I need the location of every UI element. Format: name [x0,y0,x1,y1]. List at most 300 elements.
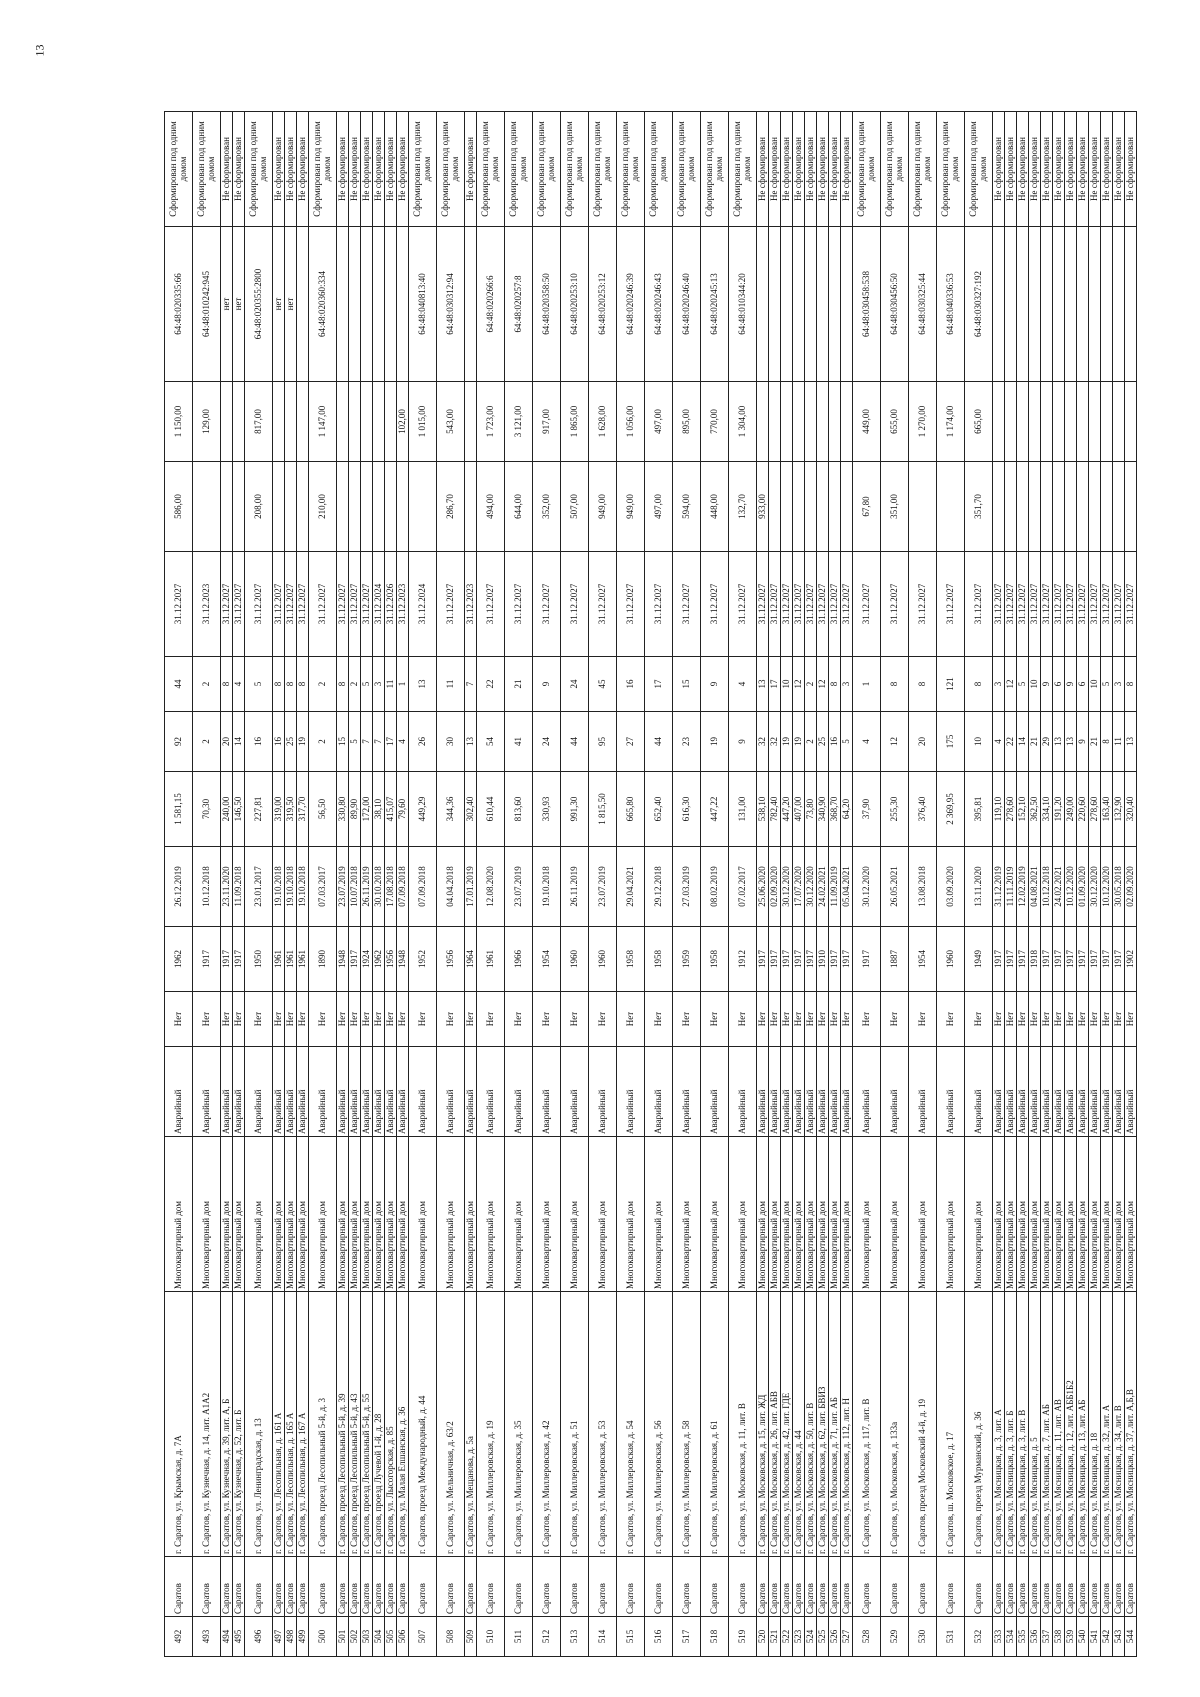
table-row [1053,112,1065,1657]
residents-cell: 19 [297,712,309,772]
land-status-cell: Не сформирован [233,112,245,227]
flag-cell: Нет [937,992,965,1047]
recognition-date-cell: 13.11.2020 [965,847,993,927]
land-status-cell: Сформирован под одним домом [165,112,193,227]
address-cell: г. Саратов, проезд Московский 4-й, д. 19 [909,1292,937,1557]
floor-area-cell: 172,00 [361,772,373,847]
row-number: 509 [465,1617,477,1657]
recognition-date-cell: 02.09.2020 [769,847,781,927]
land-area-cell: 1 015,00 [409,382,437,462]
address-cell: г. Саратов, ул. Московская, д. 11, лит. В [729,1292,757,1557]
area-value-cell: 210,00 [309,462,337,552]
table-row [701,112,729,1657]
flats-cell: 121 [937,657,965,712]
land-area-cell [285,382,297,462]
flats-cell: 6 [1053,657,1065,712]
land-status-cell: Сформирован под одним домом [437,112,465,227]
land-area-cell [1053,382,1065,462]
cadastral-number-cell [1005,227,1017,382]
resettlement-deadline-cell: 31.12.2027 [909,552,937,657]
recognition-date-cell: 10.12.2018 [193,847,221,927]
year-built-cell: 1917 [233,927,245,992]
table-row [477,112,505,1657]
building-type-cell: Многоквартирный дом [817,1137,829,1292]
year-built-cell: 1950 [245,927,273,992]
recognition-date-cell: 26.11.2019 [561,847,589,927]
address-cell: г. Саратов, ул. Миллеровская, д. 58 [673,1292,701,1557]
land-area-cell [297,382,309,462]
flats-cell: 8 [829,657,841,712]
row-number: 508 [437,1617,465,1657]
building-type-cell: Многоквартирный дом [233,1137,245,1292]
year-built-cell: 1958 [617,927,645,992]
address-cell: г. Саратов, ул. Мещанова, д. 5а [465,1292,477,1557]
year-built-cell: 1958 [645,927,673,992]
resettlement-deadline-cell: 31.12.2027 [437,552,465,657]
year-built-cell: 1917 [853,927,881,992]
land-area-cell: 665,00 [965,382,993,462]
residents-cell: 27 [617,712,645,772]
floor-area-cell: 376,40 [909,772,937,847]
land-area-cell [1089,382,1101,462]
city-cell: Саратов [309,1557,337,1617]
row-number: 507 [409,1617,437,1657]
recognition-date-cell: 19.10.2018 [273,847,285,927]
flag-cell: Нет [1053,992,1065,1047]
cadastral-number-cell: 64:48:030327:192 [965,227,993,382]
building-type-cell: Многоквартирный дом [829,1137,841,1292]
floor-area-cell: 37,90 [853,772,881,847]
year-built-cell: 1956 [437,927,465,992]
resettlement-deadline-cell: 31.12.2027 [965,552,993,657]
residents-cell: 92 [165,712,193,772]
land-area-cell: 1 865,00 [561,382,589,462]
flag-cell: Нет [373,992,385,1047]
area-value-cell: 352,00 [533,462,561,552]
land-status-cell: Сформирован под одним домом [701,112,729,227]
building-type-cell: Многоквартирный дом [673,1137,701,1292]
floor-area-cell: 73,80 [805,772,817,847]
row-number: 497 [273,1617,285,1657]
building-type-cell: Многоквартирный дом [965,1137,993,1292]
recognition-date-cell: 26.05.2021 [881,847,909,927]
condition-cell: Аварийный [1017,1047,1029,1137]
floor-area-cell: 64,20 [841,772,853,847]
year-built-cell: 1912 [729,927,757,992]
land-area-cell: 1 056,00 [617,382,645,462]
address-cell: г. Саратов, ул. Кузнечная, д. 14, лит. А1А2 [193,1292,221,1557]
table-row [757,112,769,1657]
flats-cell: 12 [793,657,805,712]
condition-cell: Аварийный [757,1047,769,1137]
city-cell: Саратов [1029,1557,1041,1617]
year-built-cell: 1917 [1113,927,1125,992]
area-value-cell [465,462,477,552]
address-cell: г. Саратов, ул. Московская, д. 42, лит. ГДЕ [781,1292,793,1557]
condition-cell: Аварийный [1089,1047,1101,1137]
flag-cell: Нет [589,992,617,1047]
residents-cell: 20 [221,712,233,772]
land-area-cell: 895,00 [673,382,701,462]
residents-cell: 41 [505,712,533,772]
table-row [645,112,673,1657]
building-type-cell: Многоквартирный дом [805,1137,817,1292]
land-status-cell: Сформирован под одним домом [477,112,505,227]
row-number: 534 [1005,1617,1017,1657]
row-number: 522 [781,1617,793,1657]
row-number: 524 [805,1617,817,1657]
floor-area-cell: 56,50 [309,772,337,847]
area-value-cell [337,462,349,552]
land-area-cell: 1 150,00 [165,382,193,462]
land-status-cell: Сформирован под одним домом [853,112,881,227]
cadastral-number-cell [385,227,397,382]
resettlement-deadline-cell: 31.12.2027 [1125,552,1137,657]
building-type-cell: Многоквартирный дом [1065,1137,1077,1292]
row-number: 517 [673,1617,701,1657]
resettlement-deadline-cell: 31.12.2027 [297,552,309,657]
recognition-date-cell: 23.11.2020 [221,847,233,927]
flag-cell: Нет [793,992,805,1047]
flats-cell: 3 [993,657,1005,712]
flag-cell: Нет [361,992,373,1047]
area-value-cell: 494,00 [477,462,505,552]
cadastral-number-cell: 64:48:020246:39 [617,227,645,382]
flats-cell: 1 [853,657,881,712]
resettlement-deadline-cell: 31.12.2027 [1065,552,1077,657]
land-area-cell: 3 121,00 [505,382,533,462]
residents-cell: 9 [729,712,757,772]
residents-cell: 16 [245,712,273,772]
flag-cell: Нет [1017,992,1029,1047]
floor-area-cell: 240,00 [221,772,233,847]
city-cell: Саратов [273,1557,285,1617]
address-cell: г. Саратов, ул. Мясницкая, д. 37, лит. А,Б,В [1125,1292,1137,1557]
area-value-cell [1041,462,1053,552]
flag-cell: Нет [165,992,193,1047]
building-type-cell: Многоквартирный дом [993,1137,1005,1292]
flag-cell: Нет [673,992,701,1047]
cadastral-number-cell: 64:48:030456:50 [881,227,909,382]
city-cell: Саратов [645,1557,673,1617]
city-cell: Саратов [589,1557,617,1617]
building-type-cell: Многоквартирный дом [245,1137,273,1292]
city-cell: Саратов [245,1557,273,1617]
flats-cell: 3 [1113,657,1125,712]
condition-cell: Аварийный [1125,1047,1137,1137]
cadastral-number-cell: 64:48:010344:20 [729,227,757,382]
address-cell: г. Саратов, ул. Московская, д. 50, лит. В [805,1292,817,1557]
table-row [373,112,385,1657]
resettlement-deadline-cell: 31.12.2027 [853,552,881,657]
cadastral-number-cell [361,227,373,382]
city-cell: Саратов [1017,1557,1029,1617]
floor-area-cell: 278,60 [1005,772,1017,847]
city-cell: Саратов [829,1557,841,1617]
flag-cell: Нет [909,992,937,1047]
cadastral-number-cell: 64:48:040336:53 [937,227,965,382]
address-cell: г. Саратов, проезд Лесопильный 5-й, д. 55 [361,1292,373,1557]
residents-cell: 20 [909,712,937,772]
land-status-cell: Не сформирован [1113,112,1125,227]
land-area-cell [233,382,245,462]
land-area-cell [1101,382,1113,462]
resettlement-deadline-cell: 31.12.2027 [561,552,589,657]
row-number: 492 [165,1617,193,1657]
residents-cell: 4 [853,712,881,772]
land-status-cell: Не сформирован [1089,112,1101,227]
resettlement-deadline-cell: 31.12.2027 [793,552,805,657]
condition-cell: Аварийный [385,1047,397,1137]
land-status-cell: Не сформирован [1005,112,1017,227]
address-cell: г. Саратов, ш. Московское, д. 17 [937,1292,965,1557]
row-number: 542 [1101,1617,1113,1657]
cadastral-number-cell: 64:48:030458:538 [853,227,881,382]
city-cell: Саратов [477,1557,505,1617]
flats-cell: 10 [1089,657,1101,712]
residents-cell: 13 [465,712,477,772]
table-row [993,112,1005,1657]
land-area-cell [361,382,373,462]
area-value-cell [1053,462,1065,552]
land-status-cell: Не сформирован [385,112,397,227]
floor-area-cell: 163,40 [1101,772,1113,847]
year-built-cell: 1917 [1089,927,1101,992]
city-cell: Саратов [881,1557,909,1617]
area-value-cell [829,462,841,552]
building-type-cell: Многоквартирный дом [409,1137,437,1292]
condition-cell: Аварийный [781,1047,793,1137]
flats-cell: 9 [701,657,729,712]
year-built-cell: 1917 [1101,927,1113,992]
area-value-cell [1101,462,1113,552]
table-row [1101,112,1113,1657]
floor-area-cell: 991,30 [561,772,589,847]
flats-cell: 44 [165,657,193,712]
resettlement-deadline-cell: 31.12.2027 [361,552,373,657]
city-cell: Саратов [805,1557,817,1617]
flag-cell: Нет [297,992,309,1047]
flag-cell: Нет [1125,992,1137,1047]
building-type-cell: Многоквартирный дом [1089,1137,1101,1292]
recognition-date-cell: 17.08.2018 [385,847,397,927]
cadastral-number-cell [1089,227,1101,382]
condition-cell: Аварийный [309,1047,337,1137]
recognition-date-cell: 19.10.2018 [285,847,297,927]
cadastral-number-cell [1113,227,1125,382]
recognition-date-cell: 23.01.2017 [245,847,273,927]
condition-cell: Аварийный [465,1047,477,1137]
resettlement-deadline-cell: 31.12.2027 [881,552,909,657]
residents-cell: 4 [397,712,409,772]
residents-cell: 54 [477,712,505,772]
resettlement-deadline-cell: 31.12.2023 [465,552,477,657]
area-value-cell [385,462,397,552]
flats-cell: 13 [409,657,437,712]
table-row [781,112,793,1657]
land-area-cell [1005,382,1017,462]
year-built-cell: 1887 [881,927,909,992]
condition-cell: Аварийный [477,1047,505,1137]
row-number: 521 [769,1617,781,1657]
condition-cell: Аварийный [673,1047,701,1137]
floor-area-cell: 38,10 [373,772,385,847]
year-built-cell: 1910 [817,927,829,992]
recognition-date-cell: 23.07.2019 [505,847,533,927]
year-built-cell: 1948 [337,927,349,992]
land-area-cell [757,382,769,462]
residents-cell: 14 [233,712,245,772]
land-area-cell: 1 174,00 [937,382,965,462]
recognition-date-cell: 10.07.2018 [349,847,361,927]
condition-cell: Аварийный [437,1047,465,1137]
city-cell: Саратов [385,1557,397,1617]
area-value-cell: 949,00 [589,462,617,552]
recognition-date-cell: 30.05.2018 [1113,847,1125,927]
condition-cell: Аварийный [1101,1047,1113,1137]
cadastral-number-cell: 64:48:020266:6 [477,227,505,382]
year-built-cell: 1964 [465,927,477,992]
land-area-cell [1113,382,1125,462]
cadastral-number-cell [793,227,805,382]
address-cell: г. Саратов, ул. Лесопильная, д. 165 А [285,1292,297,1557]
address-cell: г. Саратов, проезд Лесопильный 5-й, д. 43 [349,1292,361,1557]
recognition-date-cell: 10.12.2018 [1041,847,1053,927]
cadastral-number-cell [769,227,781,382]
flag-cell: Нет [409,992,437,1047]
flag-cell: Нет [1041,992,1053,1047]
area-value-cell [397,462,409,552]
row-number: 543 [1113,1617,1125,1657]
flag-cell: Нет [397,992,409,1047]
condition-cell: Аварийный [817,1047,829,1137]
recognition-date-cell: 30.12.2020 [805,847,817,927]
address-cell: г. Саратов, ул. Мясницкая, д. 32, лит. А [1101,1292,1113,1557]
building-type-cell: Многоквартирный дом [297,1137,309,1292]
building-type-cell: Многоквартирный дом [349,1137,361,1292]
condition-cell: Аварийный [1029,1047,1041,1137]
residents-cell: 95 [589,712,617,772]
flats-cell: 45 [589,657,617,712]
building-type-cell: Многоквартирный дом [285,1137,297,1292]
residents-cell: 19 [793,712,805,772]
floor-area-cell: 1 581,15 [165,772,193,847]
land-status-cell: Не сформирован [1017,112,1029,227]
city-cell: Саратов [193,1557,221,1617]
row-number: 533 [993,1617,1005,1657]
land-status-cell: Сформирован под одним домом [533,112,561,227]
area-value-cell [805,462,817,552]
year-built-cell: 1960 [561,927,589,992]
land-area-cell [221,382,233,462]
flag-cell: Нет [337,992,349,1047]
city-cell: Саратов [617,1557,645,1617]
resettlement-deadline-cell: 31.12.2027 [233,552,245,657]
land-status-cell: Не сформирован [465,112,477,227]
cadastral-number-cell: нет [233,227,245,382]
flats-cell: 17 [645,657,673,712]
row-number: 529 [881,1617,909,1657]
cadastral-number-cell [1125,227,1137,382]
recognition-date-cell: 30.12.2020 [781,847,793,927]
land-area-cell [373,382,385,462]
year-built-cell: 1917 [805,927,817,992]
residents-cell: 7 [361,712,373,772]
address-cell: г. Саратов, ул. Мясницкая, д. 3, лит. В [1017,1292,1029,1557]
resettlement-deadline-cell: 31.12.2024 [409,552,437,657]
recognition-date-cell: 10.12.2020 [1101,847,1113,927]
residents-cell: 7 [373,712,385,772]
flats-cell: 2 [309,657,337,712]
building-type-cell: Многоквартирный дом [1125,1137,1137,1292]
recognition-date-cell: 07.09.2018 [397,847,409,927]
area-value-cell [781,462,793,552]
address-cell: г. Саратов, ул. Лысогорская, д. 85 [385,1292,397,1557]
year-built-cell: 1962 [373,927,385,992]
land-area-cell: 1 304,00 [729,382,757,462]
area-value-cell: 644,00 [505,462,533,552]
area-value-cell: 586,00 [165,462,193,552]
flag-cell: Нет [477,992,505,1047]
floor-area-cell: 449,29 [409,772,437,847]
cadastral-number-cell [465,227,477,382]
flats-cell: 9 [1041,657,1053,712]
recognition-date-cell: 07.03.2017 [309,847,337,927]
row-number: 501 [337,1617,349,1657]
floor-area-cell: 362,50 [1029,772,1041,847]
floor-area-cell: 813,60 [505,772,533,847]
recognition-date-cell: 08.02.2019 [701,847,729,927]
address-cell: г. Саратов, ул. Мясницкая, д. 11, лит. АВ [1053,1292,1065,1557]
cadastral-number-cell: 64:48:020257:8 [505,227,533,382]
building-type-cell: Многоквартирный дом [841,1137,853,1292]
building-type-cell: Многоквартирный дом [165,1137,193,1292]
resettlement-deadline-cell: 31.12.2027 [769,552,781,657]
table-row [193,112,221,1657]
flats-cell: 8 [337,657,349,712]
building-type-cell: Многоквартирный дом [221,1137,233,1292]
floor-area-cell: 89,90 [349,772,361,847]
address-cell: г. Саратов, ул. Мясницкая, д. 34, лит. В [1113,1292,1125,1557]
land-status-cell: Не сформирован [361,112,373,227]
table-row [769,112,781,1657]
residents-cell: 8 [1101,712,1113,772]
recognition-date-cell: 24.02.2021 [817,847,829,927]
building-type-cell: Многоквартирный дом [1005,1137,1017,1292]
year-built-cell: 1918 [1029,927,1041,992]
flats-cell: 2 [805,657,817,712]
flats-cell: 8 [273,657,285,712]
table-row [673,112,701,1657]
cadastral-number-cell [993,227,1005,382]
land-status-cell: Не сформирован [1125,112,1137,227]
condition-cell: Аварийный [841,1047,853,1137]
building-type-cell: Многоквартирный дом [337,1137,349,1292]
flats-cell: 9 [533,657,561,712]
resettlement-deadline-cell: 31.12.2027 [337,552,349,657]
floor-area-cell: 652,40 [645,772,673,847]
land-status-cell: Сформирован под одним домом [505,112,533,227]
area-value-cell [193,462,221,552]
condition-cell: Аварийный [645,1047,673,1137]
year-built-cell: 1917 [1017,927,1029,992]
year-built-cell: 1917 [221,927,233,992]
land-area-cell: 817,00 [245,382,273,462]
land-area-cell [273,382,285,462]
address-cell: г. Саратов, ул. Мясницкая, д. 3, лит. А [993,1292,1005,1557]
table-row [589,112,617,1657]
table-row [297,112,309,1657]
